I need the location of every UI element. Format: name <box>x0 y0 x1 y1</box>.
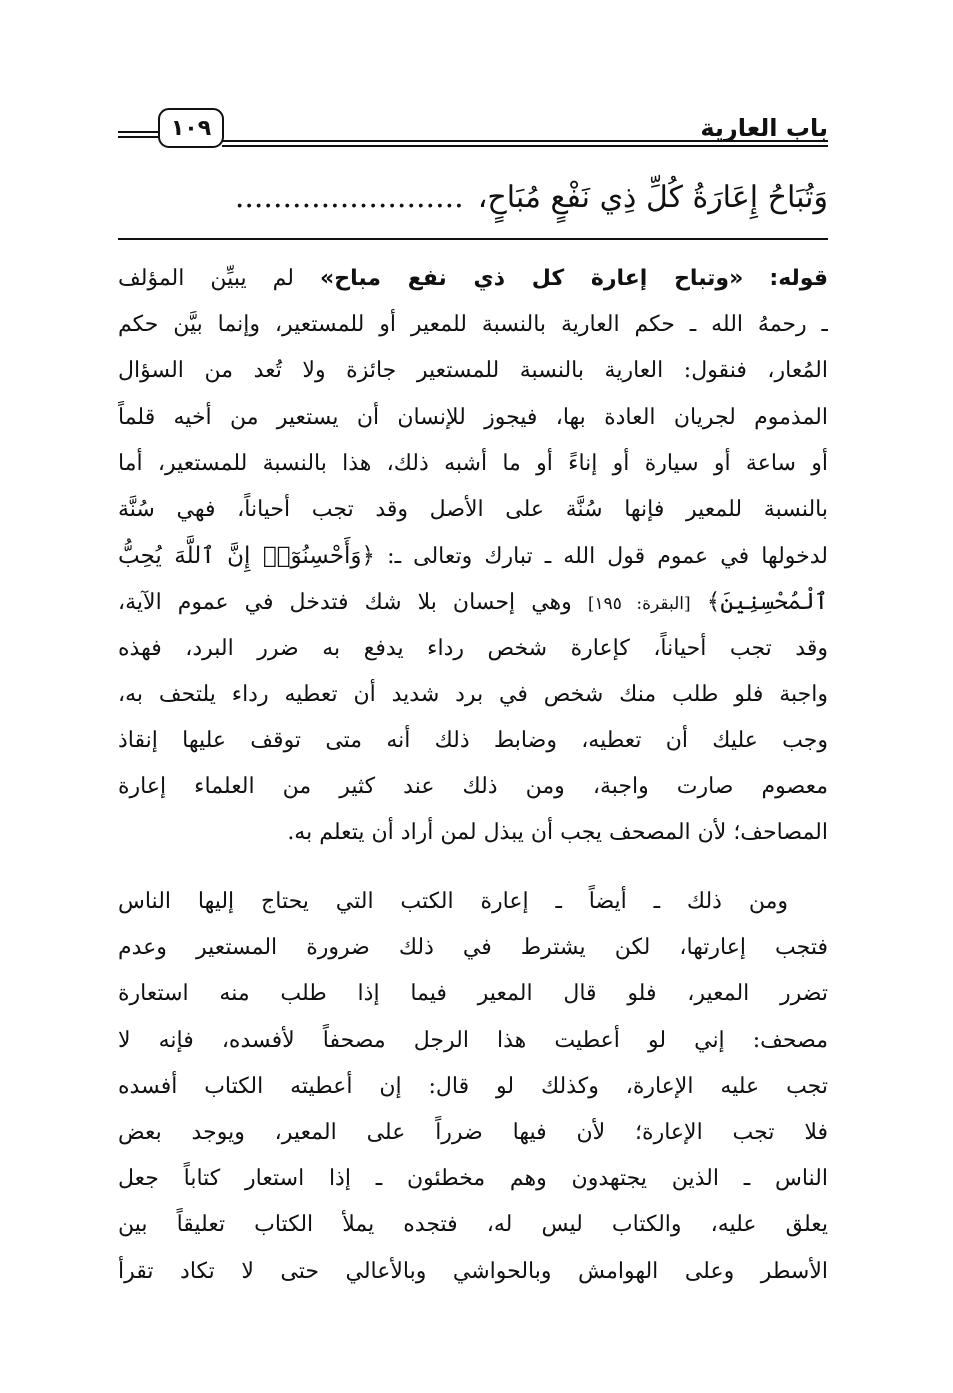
text-line: مصحف: إني لو أعطيت هذا الرجل مصحفاً لأفسده، فإنه لا <box>118 1027 828 1053</box>
text-line: ومن ذلك ـ أيضاً ـ إعارة الكتب التي يحتاج إليها الناس <box>118 889 788 914</box>
header-rule-left <box>118 131 160 133</box>
commentary-paragraph-2 <box>118 879 828 1295</box>
matn-divider <box>118 238 828 240</box>
text-line: فتجب إعارتها، لكن يشترط في ذلك ضرورة المستعير وعدم <box>118 935 828 961</box>
text-line: الأسطر وعلى الهوامش وبالحواشي وبالأعالي حتى لا تكاد تقرأ <box>118 1258 828 1284</box>
text-line: وجب عليك أن تعطيه، وضابط ذلك أنه متى توقف عليها إنقاذ <box>118 727 828 753</box>
text-line: الناس ـ الذين يجتهدون وهم مخطئون ـ إذا استعار كتاباً جعل <box>118 1166 828 1192</box>
text-line: وقد تجب أحياناً، كإعارة شخص رداء يدفع به ضرر البرد، فهذه <box>118 635 828 661</box>
matn-dots: ........................ <box>234 180 464 215</box>
text-line: المُعار، فنقول: العارية بالنسبة للمستعير جائزة ولا تُعد من السؤال <box>118 358 828 384</box>
text-line: تجب عليه الإعارة، وكذلك لو قال: إن أعطيته الكتاب أفسده <box>118 1073 828 1099</box>
text-line: المذموم لجريان العادة بها، فيجوز للإنسان أن يستعير من أخيه قلماً <box>118 404 828 430</box>
text-line <box>118 256 828 302</box>
verse-reference: [البقرة: ١٩٥] <box>587 594 691 615</box>
quran-verse-end: ٱلْمُحْسِنِينَ﴾ <box>706 589 828 616</box>
text-line: معصوم صارت واجبة، ومن ذلك عند كثير من العلماء إعارة <box>118 774 828 800</box>
text-line: بالنسبة للمعير فإنها سُنَّة على الأصل وقد تجب أحياناً، فهي سُنَّة <box>118 496 828 522</box>
commentary-paragraph-1 <box>118 256 828 856</box>
text-line: فلا تجب الإعارة؛ لأن فيها ضرراً على المعير، ويوجد بعض <box>118 1119 828 1145</box>
text-run: لم يبيِّن المؤلف <box>118 266 294 291</box>
text-line: أو ساعة أو سيارة أو إناءً أو ما أشبه ذلك، هذا بالنسبة للمستعير، أما <box>118 450 828 476</box>
text-line: تضرر المعير، فلو قال المعير فيما إذا طلب منه استعارة <box>118 981 828 1007</box>
matn-text: وَتُبَاحُ إِعَارَةُ كُلِّ ذِي نَفْعٍ مُبَاحٍ، <box>477 180 828 215</box>
text-line: ـ رحمهُ الله ـ حكم العارية بالنسبة للمعير أو للمستعير، وإنما بيَّن حكم <box>118 312 828 338</box>
page-number <box>158 108 224 148</box>
text-line <box>118 533 828 579</box>
text-line: يعلق عليه، والكتاب ليس له، فتجده يملأ الكتاب تعليقاً بين <box>118 1212 828 1238</box>
qawluhu-label: قوله: <box>769 266 828 291</box>
header-rule-left-lower <box>118 136 160 138</box>
chapter-title: باب العارية <box>700 114 828 142</box>
text-line <box>118 579 828 625</box>
text-line: واجبة فلو طلب منك شخص في برد شديد أن تعطيه رداء يلتحف به، <box>118 681 828 707</box>
text-run: لدخولها في عموم قول الله ـ تبارك وتعالى ـ: <box>387 544 828 570</box>
matn-line <box>118 168 828 228</box>
page-header <box>118 108 828 156</box>
quran-verse-start: ﴿وَأَحْسِنُوٓا۟ إِنَّ ٱللَّهَ يُحِبُّ <box>118 543 376 570</box>
quoted-matn: «وتباح إعارة كل ذي نفع مباح» <box>320 266 744 291</box>
text-run: وهي إحسان بلا شك فتدخل في عموم الآية، <box>118 590 572 616</box>
page-number-text: ١٠٩ <box>170 115 212 141</box>
text-line: المصاحف؛ لأن المصحف يجب أن يبذل لمن أراد أن يتعلم به. <box>287 820 828 846</box>
header-rule-right-lower <box>222 145 828 147</box>
